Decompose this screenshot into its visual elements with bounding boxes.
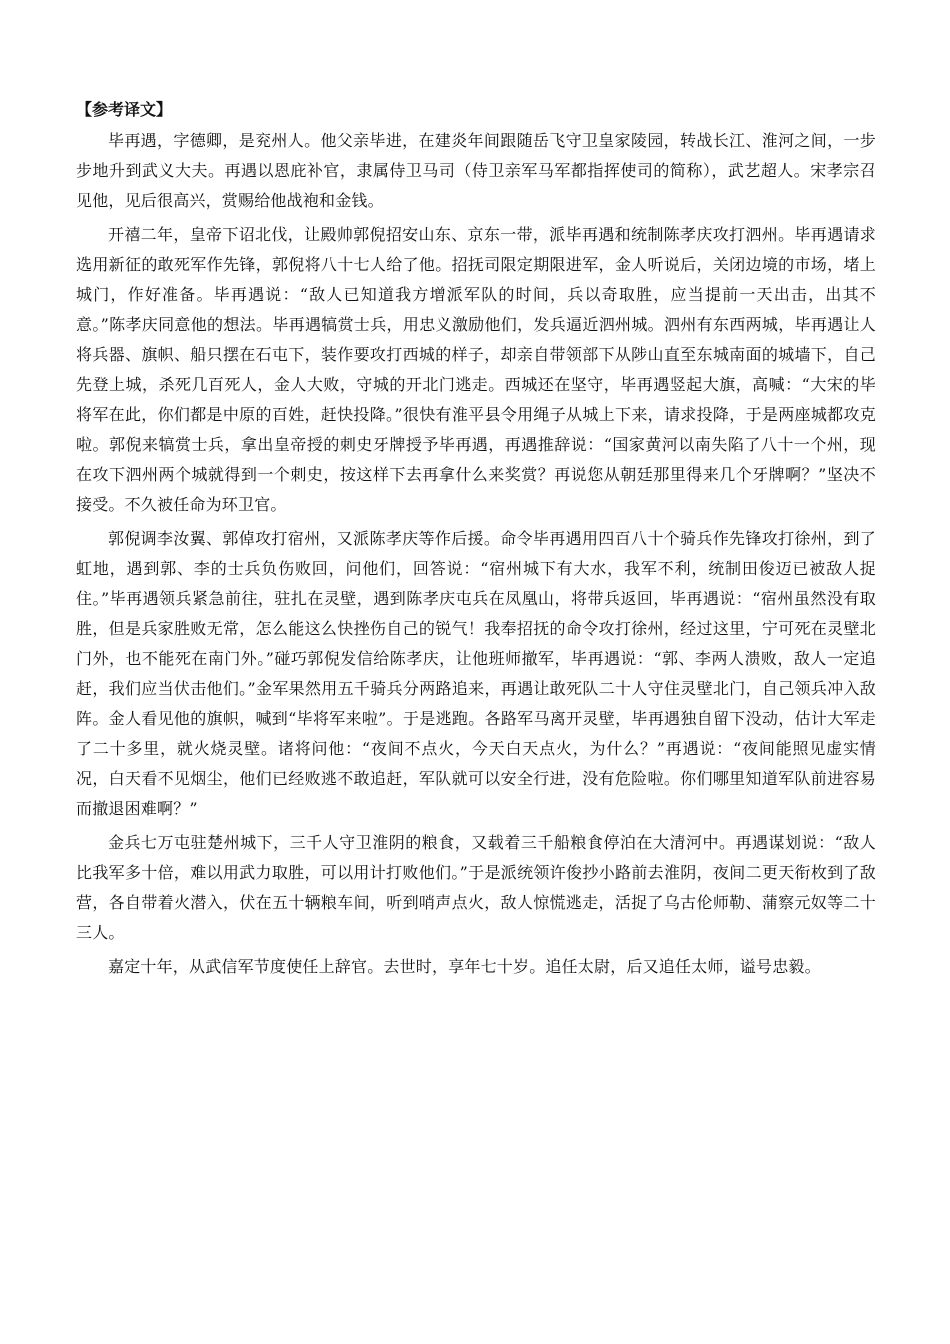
paragraph-1: 毕再遇，字德卿，是兖州人。他父亲毕进，在建炎年间跟随岳飞守卫皇家陵园，转战长江、淮河之间，一步步地升到武义大夫。再遇以恩庇补官，隶属侍卫马司（侍卫亲军马军都指挥使司的简称），武艺超人。宋孝宗召见他，见后很高兴，赏赐给他战袍和金钱。 xyxy=(76,131,876,210)
section-heading: 【参考译文】 xyxy=(76,100,173,119)
paragraph-5: 嘉定十年，从武信军节度使任上辞官。去世时，享年七十岁。追任太尉，后又追任太师，谥号忠毅。 xyxy=(108,957,821,976)
paragraph-3: 郭倪调李汝翼、郭倬攻打宿州，又派陈孝庆等作后援。命令毕再遇用四百八十个骑兵作先锋攻打徐州，到了虹地，遇到郭、李的士兵负伤败回，问他们，回答说：“宿州城下有大水，我军不利，统制田俊迈已被敌人捉住。”毕再遇领兵紧急前往，驻扎在灵壁，遇到陈孝庆屯兵在凤凰山，将带兵返回，毕再遇说：“宿州虽然没有取胜，但是兵家胜败无常，怎么能这么快挫伤自己的锐气！我奉招抚的命令攻打徐州，经过这里，宁可死在灵壁北门外，也不能死在南门外。”碰巧郭倪发信给陈孝庆，让他班师撤军，毕再遇说：“郭、李两人溃败，敌人一定追赶，我们应当伏击他们。”金军果然用五千骑兵分两路追来，再遇让敢死队二十人守住灵壁北门，自己领兵冲入敌阵。金人看见他的旗帜，喊到“毕将军来啦”。于是逃跑。各路军马离开灵壁，毕再遇独自留下没动，估计大军走了二十多里，就火烧灵壁。诸将问他：“夜间不点火，今天白天点火，为什么？”再遇说：“夜间能照见虚实情况，白天看不见烟尘，他们已经败逃不敢追赶，军队就可以安全行进，没有危险啦。你们哪里知道军队前进容易而撤退困难啊？” xyxy=(76,529,876,818)
paragraph-4: 金兵七万屯驻楚州城下，三千人守卫淮阴的粮食，又载着三千船粮食停泊在大清河中。再遇谋划说：“敌人比我军多十倍，难以用武力取胜，可以用计打败他们。”于是派统领许俊抄小路前去淮阴，夜间二更天衔枚到了敌营，各自带着火潜入，伏在五十辆粮车间，听到哨声点火，敌人惊慌逃走，活捉了乌古伦师勒、蒲察元奴等二十三人。 xyxy=(76,833,876,942)
document-page xyxy=(76,96,876,986)
paragraph-2: 开禧二年，皇帝下诏北伐，让殿帅郭倪招安山东、京东一带，派毕再遇和统制陈孝庆攻打泗州。毕再遇请求选用新征的敢死军作先锋，郭倪将八十七人给了他。招抚司限定期限进军，金人听说后，关闭边境的市场，堵上城门，作好准备。毕再遇说：“敌人已知道我方增派军队的时间，兵以奇取胜，应当提前一天出击，出其不意。”陈孝庆同意他的想法。毕再遇犒赏士兵，用忠义激励他们，发兵逼近泗州城。泗州有东西两城，毕再遇让人将兵器、旗帜、船只摆在石屯下，装作要攻打西城的样子，却亲自带领部下从陟山直至东城南面的城墙下，自己先登上城，杀死几百死人，金人大败，守城的开北门逃走。西城还在坚守，毕再遇竖起大旗，高喊：“大宋的毕将军在此，你们都是中原的百姓，赶快投降。”很快有淮平县令用绳子从城上下来，请求投降，于是两座城都攻克啦。郭倪来犒赏士兵，拿出皇帝授的刺史牙牌授予毕再遇，再遇推辞说：“国家黄河以南失陷了八十一个州，现在攻下泗州两个城就得到一个刺史，按这样下去再拿什么来奖赏？再说您从朝廷那里得来几个牙牌啊？”坚决不接受。不久被任命为环卫官。 xyxy=(76,225,876,514)
